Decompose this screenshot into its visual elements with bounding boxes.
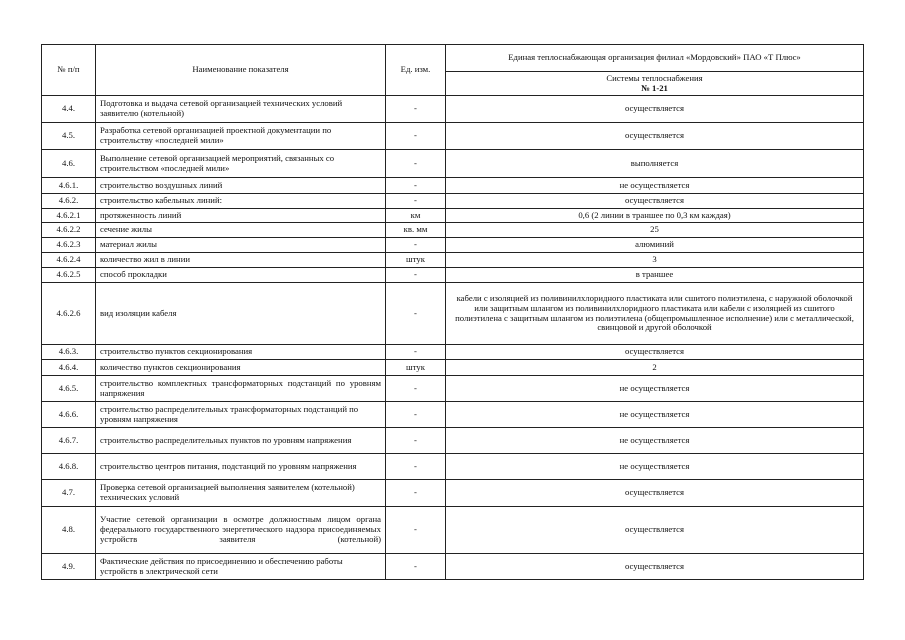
row-unit: -	[386, 194, 446, 209]
header-systems	[446, 72, 864, 96]
row-value: осуществляется	[446, 96, 864, 123]
row-unit: -	[386, 238, 446, 253]
row-value: осуществляется	[446, 507, 864, 554]
row-num: 4.7.	[42, 480, 96, 507]
row-value: алюминий	[446, 238, 864, 253]
table-row	[42, 209, 864, 223]
row-name: Проверка сетевой организацией выполнения заявителем (котельной) технических условий	[96, 480, 386, 507]
row-unit: -	[386, 150, 446, 178]
row-value: кабели с изоляцией из поливинилхлоридного пластиката или сшитого полиэтилена, с наружной оболочкой или защитным шлангом из поливинилхлоридного пластиката или кабели с изоляцией из сшитого полиэтилена с защитным шлангом из полиэтилена (общепромышленное исполнение) или с металлической, свинцовой и другой оболочкой	[446, 283, 864, 345]
table-row	[42, 238, 864, 253]
row-unit: -	[386, 123, 446, 150]
row-name: Участие сетевой организации в осмотре должностным лицом органа федерального государственного энергетического надзора присоединяемых устройств заявителя (котельной)	[96, 507, 386, 554]
header-name: Наименование показателя	[96, 45, 386, 96]
row-name: Выполнение сетевой организацией мероприятий, связанных со строительством «последней мили»	[96, 150, 386, 178]
row-num: 4.8.	[42, 507, 96, 554]
row-unit: -	[386, 554, 446, 580]
row-unit: -	[386, 428, 446, 454]
row-name: строительство пунктов секционирования	[96, 345, 386, 360]
table-row	[42, 283, 864, 345]
header-unit: Ед. изм.	[386, 45, 446, 96]
row-name: строительство комплектных трансформаторных подстанций по уровням напряжения	[96, 376, 386, 402]
header-systems-nums: № 1-21	[641, 82, 668, 93]
row-value: осуществляется	[446, 123, 864, 150]
row-unit: -	[386, 507, 446, 554]
row-unit: -	[386, 96, 446, 123]
row-value: 0,6 (2 линии в траншее по 0,3 км каждая)	[446, 209, 864, 223]
table-row	[42, 360, 864, 376]
row-name: количество пунктов секционирования	[96, 360, 386, 376]
header-row	[42, 45, 864, 72]
row-value: выполняется	[446, 150, 864, 178]
header-num: № п/п	[42, 45, 96, 96]
row-num: 4.6.2.2	[42, 223, 96, 238]
row-num: 4.6.5.	[42, 376, 96, 402]
row-unit: км	[386, 209, 446, 223]
row-name: строительство распределительных трансформаторных подстанций по уровням напряжения	[96, 402, 386, 428]
row-unit: штук	[386, 253, 446, 268]
row-name: строительство воздушных линий	[96, 178, 386, 194]
row-num: 4.5.	[42, 123, 96, 150]
row-name: Подготовка и выдача сетевой организацией технических условий заявителю (котельной)	[96, 96, 386, 123]
row-name: Разработка сетевой организацией проектной документации по строительству «последней мили»	[96, 123, 386, 150]
table-row	[42, 345, 864, 360]
row-name: сечение жилы	[96, 223, 386, 238]
row-value: не осуществляется	[446, 454, 864, 480]
row-unit: -	[386, 454, 446, 480]
row-value: не осуществляется	[446, 178, 864, 194]
row-value: 2	[446, 360, 864, 376]
row-name: строительство кабельных линий:	[96, 194, 386, 209]
table-row	[42, 253, 864, 268]
row-num: 4.6.7.	[42, 428, 96, 454]
row-name: материал жилы	[96, 238, 386, 253]
row-value: не осуществляется	[446, 402, 864, 428]
row-unit: -	[386, 345, 446, 360]
row-num: 4.6.2.5	[42, 268, 96, 283]
row-num: 4.6.1.	[42, 178, 96, 194]
table-row	[42, 402, 864, 428]
row-name: способ прокладки	[96, 268, 386, 283]
row-num: 4.4.	[42, 96, 96, 123]
row-num: 4.6.2.1	[42, 209, 96, 223]
table-row	[42, 454, 864, 480]
row-num: 4.9.	[42, 554, 96, 580]
header-org: Единая теплоснабжающая организация филиал «Мордовский» ПАО «Т Плюс»	[446, 45, 864, 72]
row-unit: -	[386, 178, 446, 194]
row-unit: кв. мм	[386, 223, 446, 238]
row-name: протяженность линий	[96, 209, 386, 223]
row-unit: -	[386, 402, 446, 428]
row-unit: -	[386, 480, 446, 507]
row-name: Фактические действия по присоединению и обеспечению работы устройств в электрической сети	[96, 554, 386, 580]
table-row	[42, 480, 864, 507]
header-systems-label: Системы теплоснабжения	[606, 73, 703, 84]
row-num: 4.6.2.3	[42, 238, 96, 253]
row-value: в траншее	[446, 268, 864, 283]
row-value: осуществляется	[446, 554, 864, 580]
table-row	[42, 123, 864, 150]
row-unit: -	[386, 376, 446, 402]
row-num: 4.6.	[42, 150, 96, 178]
table-row	[42, 223, 864, 238]
table-row	[42, 428, 864, 454]
table-row	[42, 507, 864, 554]
row-unit: -	[386, 283, 446, 345]
row-num: 4.6.3.	[42, 345, 96, 360]
table-row	[42, 376, 864, 402]
row-num: 4.6.6.	[42, 402, 96, 428]
row-unit: -	[386, 268, 446, 283]
row-num: 4.6.4.	[42, 360, 96, 376]
row-value: не осуществляется	[446, 376, 864, 402]
row-name: количество жил в линии	[96, 253, 386, 268]
row-num: 4.6.2.4	[42, 253, 96, 268]
row-value: 3	[446, 253, 864, 268]
row-value: 25	[446, 223, 864, 238]
row-value: осуществляется	[446, 194, 864, 209]
table-row	[42, 268, 864, 283]
row-name: строительство центров питания, подстанций по уровням напряжения	[96, 454, 386, 480]
table-row	[42, 150, 864, 178]
row-unit: штук	[386, 360, 446, 376]
table-row	[42, 178, 864, 194]
row-value: осуществляется	[446, 480, 864, 507]
indicators-table	[41, 44, 864, 580]
row-value: осуществляется	[446, 345, 864, 360]
table-row	[42, 194, 864, 209]
row-num: 4.6.2.6	[42, 283, 96, 345]
row-num: 4.6.2.	[42, 194, 96, 209]
row-name: строительство распределительных пунктов по уровням напряжения	[96, 428, 386, 454]
table-row	[42, 554, 864, 580]
table-row	[42, 96, 864, 123]
row-name: вид изоляции кабеля	[96, 283, 386, 345]
row-value: не осуществляется	[446, 428, 864, 454]
row-num: 4.6.8.	[42, 454, 96, 480]
